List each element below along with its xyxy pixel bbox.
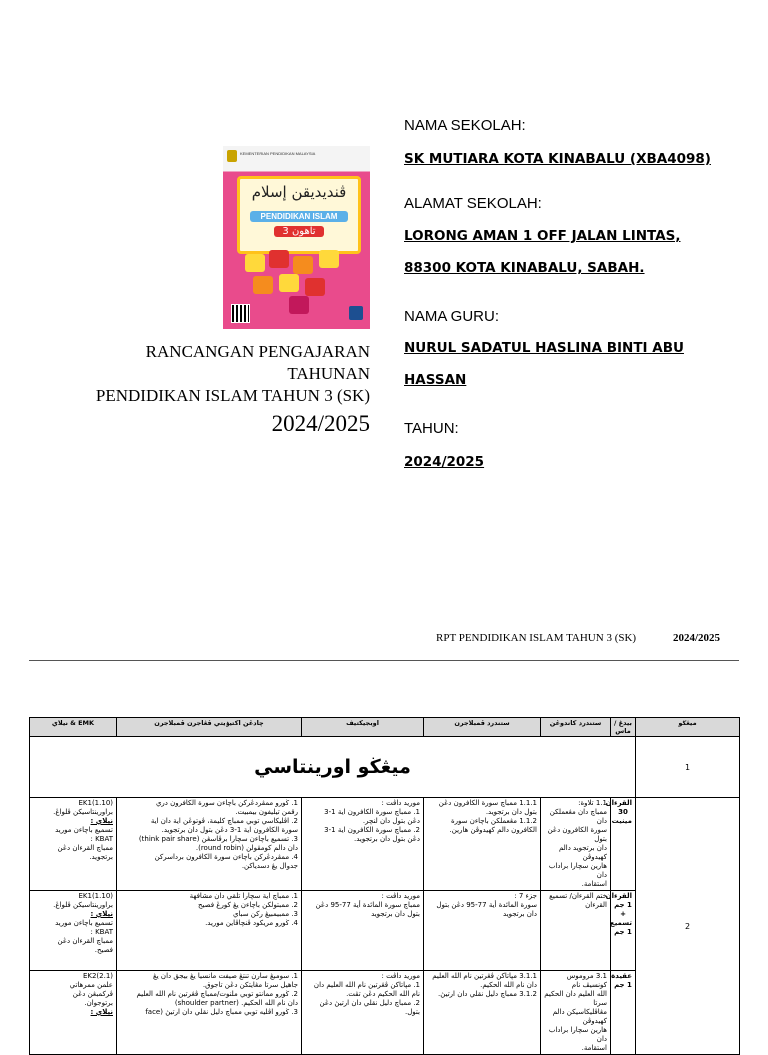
school-name-label: NAMA SEKOLAH: bbox=[404, 117, 526, 134]
header-activities: چادڠن اکتيۏيتي ڤڠاجرن ڤمبلاجرن bbox=[117, 718, 302, 737]
header-content-standard: ستندرد کاندوڠن bbox=[541, 718, 611, 737]
week-number: 2 bbox=[636, 798, 740, 1055]
rpt-table bbox=[29, 717, 740, 1055]
orientation-week-label: ميڠڬو اورينتاسي bbox=[30, 737, 636, 798]
header-field-time: بيدڠ / ماس bbox=[611, 718, 636, 737]
header-objective: اوبجيکتيف bbox=[302, 718, 424, 737]
content-standard-cell: 3.1 مروموس کونسيڤ نام الله العليم دان الحكيم سرتا مڠاڤليکاسيکن دالم کهيدوڤن هارين سچارا براداب دان استقامة. bbox=[541, 971, 611, 1055]
week-number: 1 bbox=[636, 737, 740, 798]
title-line-3: PENDIDIKAN ISLAM TAHUN 3 (SK) bbox=[95, 386, 370, 405]
school-address-label: ALAMAT SEKOLAH: bbox=[404, 195, 542, 212]
table-row bbox=[30, 891, 740, 971]
emk-cell: EK1(1.10) براورينتاسيکن ڤلواڠ. نيلاي : تسميع باچاءن موريد KBAT : ممباچ القرءان دڠن برتجويد. bbox=[30, 798, 117, 891]
emk-cell: EK2(2.1) علمن ممرهاتي ڤرکمبڠن دڠن برتوجوان. نيلاي : bbox=[30, 971, 117, 1055]
year-value: 2024/2025 bbox=[404, 454, 485, 470]
cover-board bbox=[237, 176, 361, 254]
cover-publisher: KEMENTERIAN PENDIDIKAN MALAYSIA bbox=[240, 151, 316, 156]
cover-block-icon bbox=[253, 276, 273, 294]
table-row bbox=[30, 737, 740, 798]
document-title bbox=[40, 341, 370, 439]
publisher-logo-icon bbox=[349, 306, 363, 320]
textbook-cover-image bbox=[223, 146, 370, 329]
title-line-1: RANCANGAN PENGAJARAN bbox=[145, 342, 370, 361]
cover-block-icon bbox=[279, 274, 299, 292]
objective-cell: موريد داڤت : 1. ممباچ سورة الكافرون اية 1-3 دڠن بتول دان لنچر. 2. ممباچ سورة الكافرون اية 1-3 دڠن بتول دان برتجويد. bbox=[302, 798, 424, 891]
learning-standard-cell: جزء 7 : سورة المائدة أية 77-95 دڠن بتول دان برتجويد bbox=[424, 891, 541, 971]
school-address-line-2: 88300 KOTA KINABALU, SABAH. bbox=[404, 260, 645, 276]
header-emk: EMK & نيلاي bbox=[30, 718, 117, 737]
activity-cell: 1. سومبڠ سارن تنتڠ صيفت مانسيا يڠ بيجق دان يڠ جاهيل سرتا مڠايتکن دڠن تاجوق. 2. ڬورو ممانتو توبي ملنوت/ممباچ ڤڠرتين نام الله العليم دان نام الله الحكيم. (shoulder partner) 3. ڬورو اڤليه توبي ممباچ دليل نقلي دان ارتيڽ (face bbox=[117, 971, 302, 1055]
emk-cell: EK1(1.10) براورينتاسيکن ڤلواڠ. نيلاي : تسميع باچاءن موريد KBAT : ممباچ القرءان دڠن فصيح. bbox=[30, 891, 117, 971]
activity-cell: 1. ممباچ اية سچارا تلقي دان مشافهة 2. ممبتولکن باچاءن يڠ کورڠ فصيح 3. ممبيمبيڠ رکن سباي 4. ڬورو مريکود ڤنچاڤاين موريد. bbox=[117, 891, 302, 971]
table-row bbox=[30, 971, 740, 1055]
content-standard-cell: 1.1 تلاوة: ممباچ دان مڠعملکن دان سورة الكافرون دڠن بتول دان برتجويد دالم کهيدوڤن هارين سچارا براداب دان استقامة. bbox=[541, 798, 611, 891]
objective-cell: موريد داڤت : ممباچ سورة المائدة أية 77-95 دڠن بتول دان برتجويد bbox=[302, 891, 424, 971]
school-address-line-1: LORONG AMAN 1 OFF JALAN LINTAS, bbox=[404, 228, 681, 244]
cover-arabic-title: ڤنديديقن إسلام bbox=[251, 183, 347, 201]
title-year: 2024/2025 bbox=[271, 411, 370, 436]
objective-cell: موريد داڤت : 1. مڽاتاکن ڤڠرتين نام الله العليم دان نام الله الحكيم دڠن تڤت. 2. ممباچ دليل نقلي دان ارتيڽ دڠن بتول. bbox=[302, 971, 424, 1055]
qr-code-icon bbox=[231, 304, 250, 323]
table-row bbox=[30, 798, 740, 891]
cover-block-icon bbox=[319, 250, 339, 268]
header-week: ميڠڬو bbox=[636, 718, 740, 737]
cover-block-icon bbox=[245, 254, 265, 272]
crest-icon bbox=[227, 150, 237, 162]
field-time-cell: عقيدة 1 جم bbox=[611, 971, 636, 1055]
teacher-name-label: NAMA GURU: bbox=[404, 308, 500, 325]
activity-cell: 1. ڬورو ممڤردڠرکن باچاءن سورة الكافرون دري رقمن تيليفون بيمبيت. 2. اڤليکاسي توبي ممباچ کليمة، ڤوتوڠن اية دان اية سورة الكافرون اية 1-3 دڠن بتول دان برتجويد. 3. تسميع باچاءن سچارا برڤاسڠن (think pair share) دان دالم کومڤولن (round robin). 4. ممڤردڠرکن باچاءن سورة الكافرون برداسرکن جدوال يڠ دسدياکن. bbox=[117, 798, 302, 891]
cover-block-icon bbox=[269, 250, 289, 268]
learning-standard-cell: 3.1.1 مڽاتاکن ڤڠرتين نام الله العليم دان نام الله الحكيم. 3.1.2 ممباچ دليل نقلي دان ارتيڽ. bbox=[424, 971, 541, 1055]
school-name-value: SK MUTIARA KOTA KINABALU (XBA4098) bbox=[404, 151, 711, 167]
header-divider bbox=[29, 660, 739, 661]
title-line-2: TAHUNAN bbox=[287, 364, 370, 383]
field-time-cell: القرءان 1 جم + تسميع 1 جم bbox=[611, 891, 636, 971]
teacher-name-line-1: NURUL SADATUL HASLINA BINTI ABU bbox=[404, 340, 684, 356]
table-header-row bbox=[30, 718, 740, 737]
teacher-name-line-2: HASSAN bbox=[404, 372, 467, 388]
field-time-cell: القرءان 30 مينيت bbox=[611, 798, 636, 891]
year-label: TAHUN: bbox=[404, 420, 459, 437]
cover-malay-title: PENDIDIKAN ISLAM bbox=[250, 211, 348, 222]
learning-standard-cell: 1.1.1 ممباچ سورة الكافرون دڠن بتول دان برتجويد. 1.1.2 مڠعملکن باچاءن سورة الكافرون دالم کهيدوڤن هارين. bbox=[424, 798, 541, 891]
cover-block-icon bbox=[305, 278, 325, 296]
header-learning-standard: ستندرد ڤمبلاجرن bbox=[424, 718, 541, 737]
page-header-year: 2024/2025 bbox=[673, 632, 721, 644]
cover-block-icon bbox=[289, 296, 309, 314]
cover-year-badge: تاهون 3 bbox=[274, 226, 324, 237]
page-header-title: RPT PENDIDIKAN ISLAM TAHUN 3 (SK) bbox=[436, 632, 637, 644]
content-standard-cell: ختم القرءان/ تسميع القرءان bbox=[541, 891, 611, 971]
cover-block-icon bbox=[293, 256, 313, 274]
